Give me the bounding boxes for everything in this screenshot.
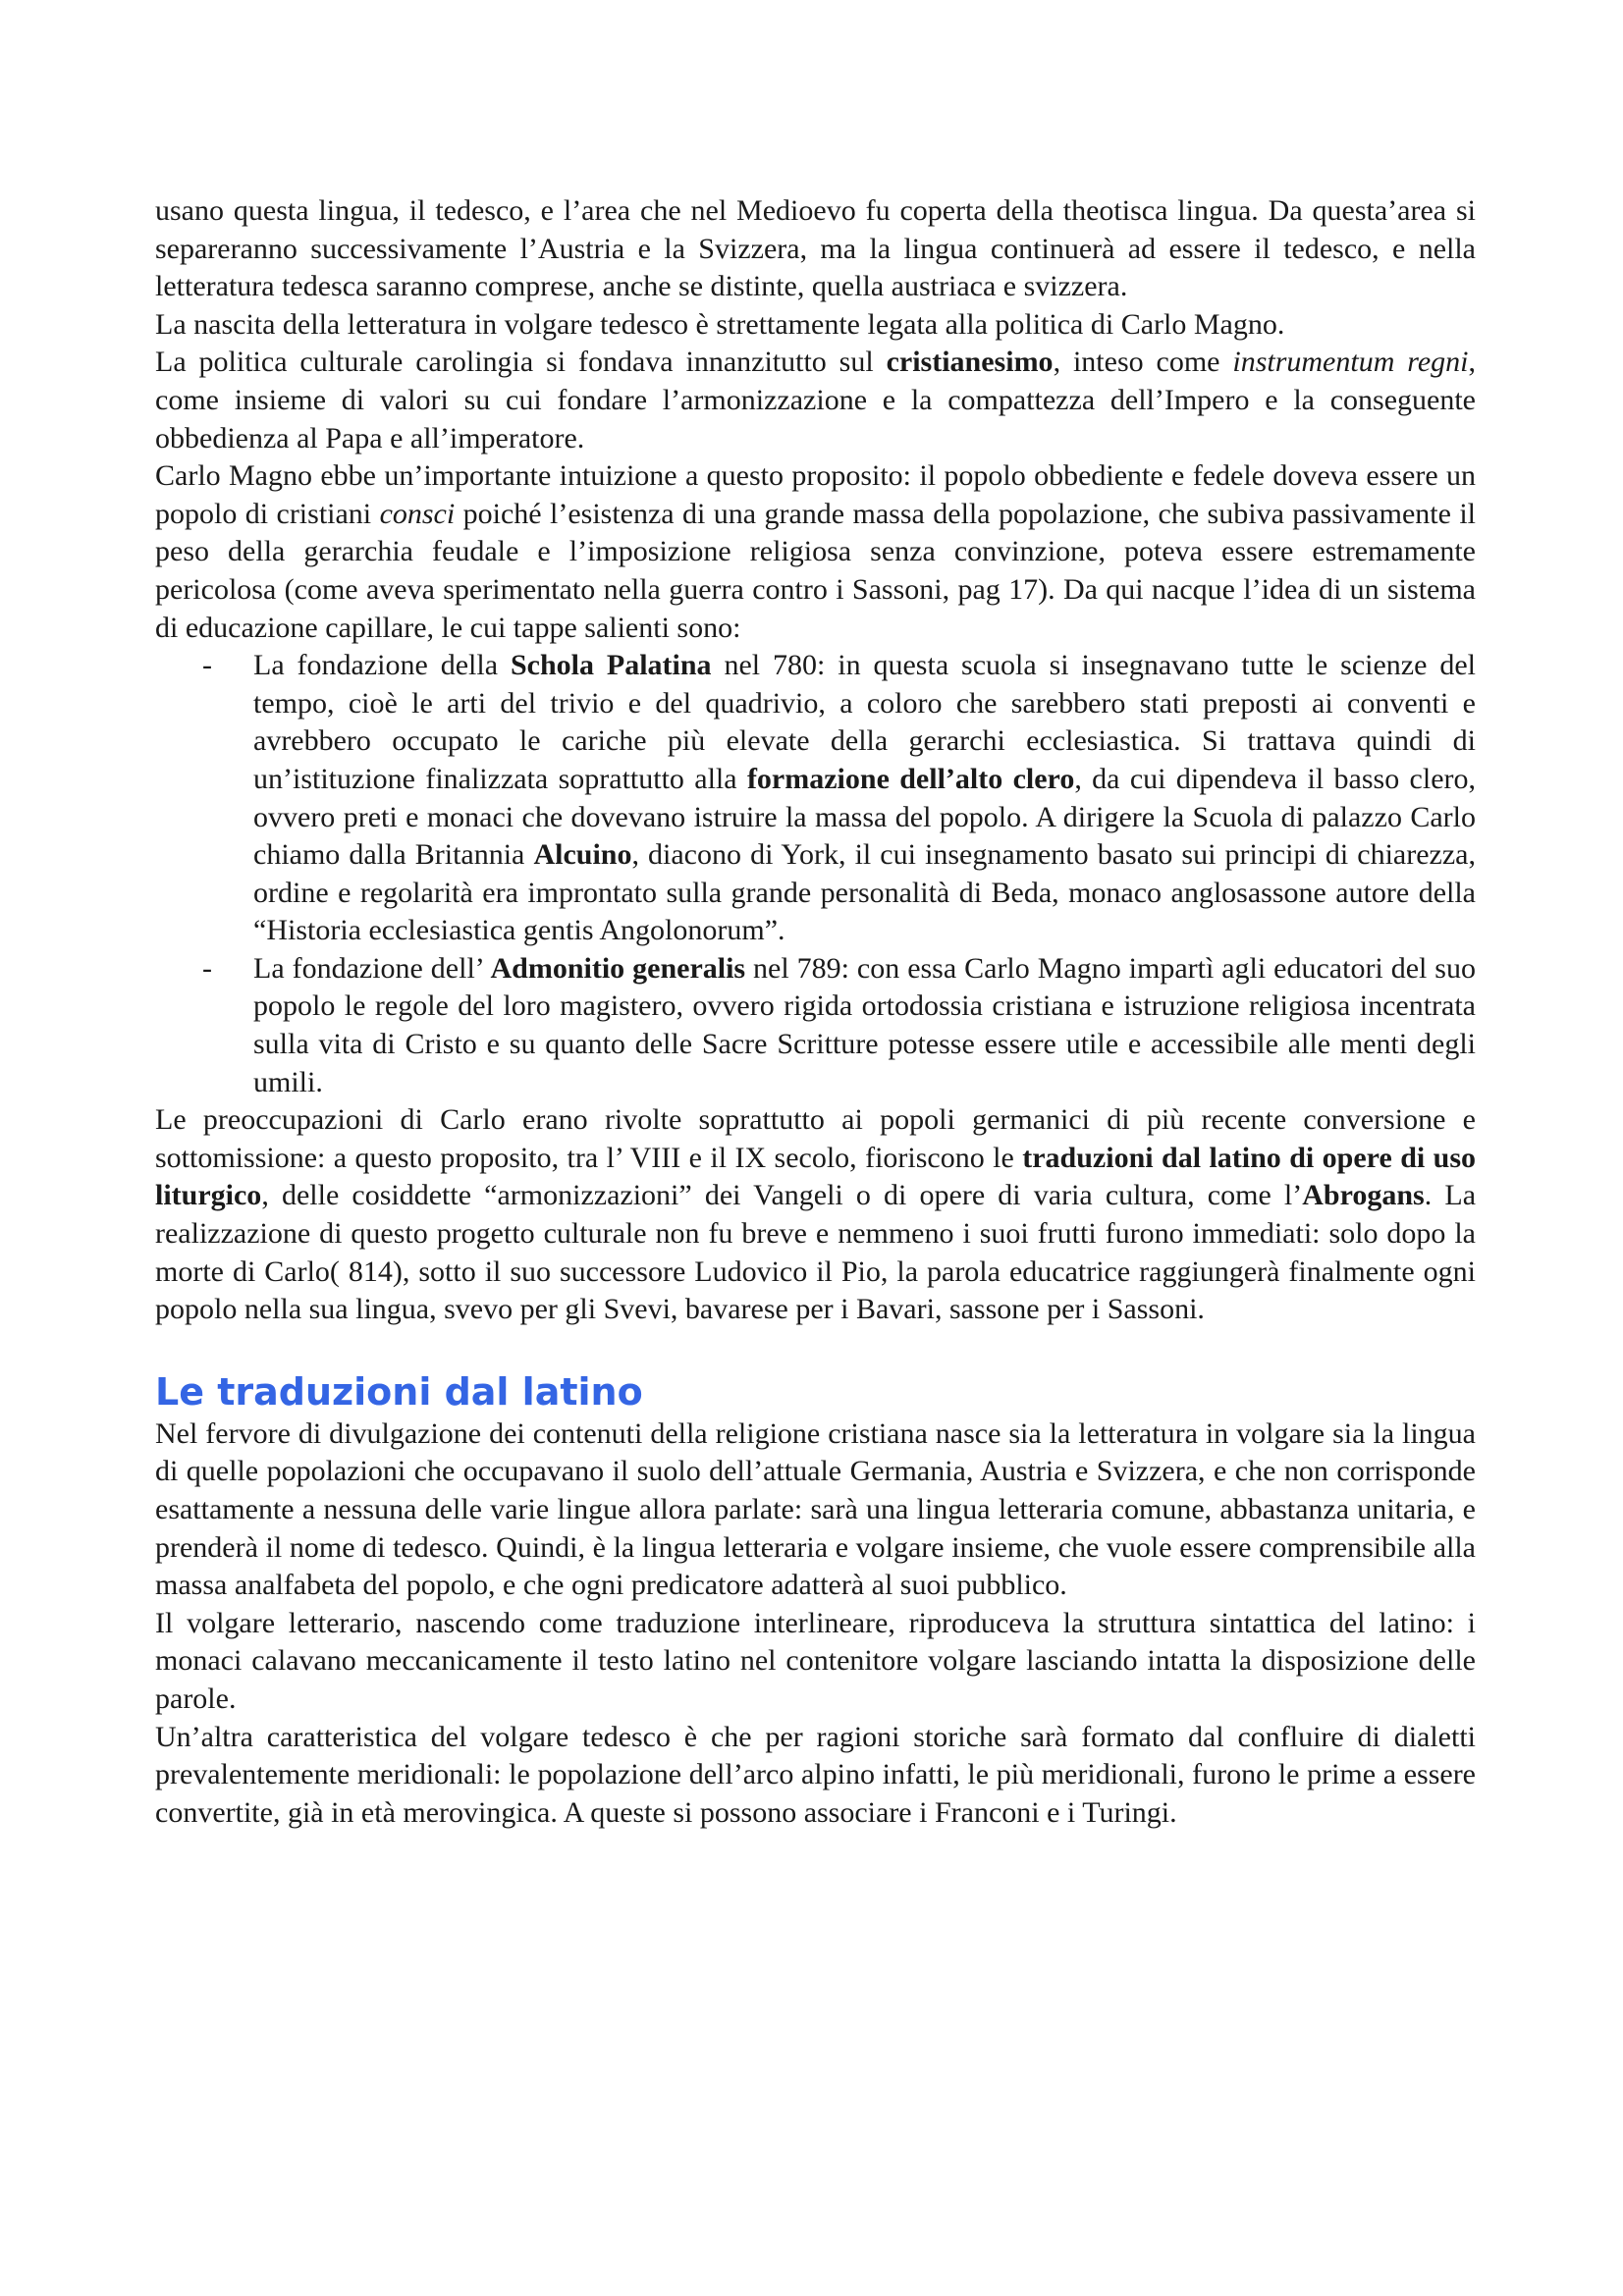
text-run: , inteso come	[1053, 346, 1233, 379]
bold-schola-palatina: Schola Palatina	[510, 649, 712, 682]
text-run: Le preoccupazioni di Carlo erano rivolte soprattutto ai popoli germanici di più recente conversione e sottomissione: a questo proposito, tra l’ VIII e il IX secolo, fioriscono le	[155, 1103, 1476, 1174]
text-run: La fondazione della	[253, 649, 511, 682]
bold-traduzioni-latino: traduzioni dal latino di opere di uso liturgico	[155, 1141, 1476, 1212]
text-run: nel 780: in questa scuola si insegnavano tutte le scienze del tempo, cioè le arti del trivio e del quadrivio, a coloro che sarebbero stati preposti ai conventi e avrebbero occupato le cariche più elevate della gerarchi ecclesiastica. Si trattava quindi di un’istituzione finalizzata soprattutto alla	[253, 649, 1476, 795]
list-item-schola-palatina	[253, 647, 1476, 950]
text-run: , da cui dipendeva il basso clero, ovvero preti e monaci che dovevano istruire la massa del popolo. A dirigere la Scuola di palazzo Carlo chiamo dalla Britannia	[253, 762, 1477, 872]
text-run: , come insieme di valori su cui fondare l’armonizzazione e la compattezza dell’Impero e la conseguente obbedienza al Papa e all’imperatore.	[155, 346, 1476, 454]
bold-abrogans: Abrogans	[1302, 1179, 1425, 1212]
paragraph-fervore: Nel fervore di divulgazione dei contenuti della religione cristiana nasce sia la letteratura in volgare sia la lingua di quelle popolazioni che occupavano il suolo dell’attuale Germania, Austria e Svizzera, e che non corrisponde esattamente a nessuna delle varie lingue allora parlate: sarà una lingua letteraria comune, abbastanza unitaria, e prenderà il nome di tedesco. Quindi, è la lingua letteraria e volgare insieme, che vuole essere comprensibile alla massa analfabeta del popolo, e che ogni predicatore adatterà al suoi pubblico.	[155, 1416, 1476, 1602]
paragraph-politica-culturale	[155, 344, 1476, 457]
paragraph-volgare-letterario: Il volgare letterario, nascendo come traduzione interlineare, riproduceva la struttura sintattica del latino: i monaci calavano meccanicamente il testo latino nel contenitore volgare lasciando intatta la disposizione delle parole.	[155, 1606, 1476, 1715]
text-run: , diacono di York, il cui insegnamento basato sui principi di chiarezza, ordine e regolarità era improntato sulla grande personalità di Beda, monaco anglosassone autore della “Historia ecclesiastica gentis Angolonorum”.	[253, 838, 1476, 947]
text-run: nel 789: con essa Carlo Magno impartì agli educatori del suo popolo le regole del loro magistero, ovvero rigida ortodossia cristiana e istruzione religiosa incentrata sulla vita di Cristo e su quanto delle Sacre Scritture potesse essere utile e accessibile alle menti degli umili.	[253, 951, 1476, 1098]
bold-cristianesimo: cristianesimo	[886, 346, 1054, 379]
italic-consci: consci	[379, 497, 456, 530]
text-run: . La realizzazione di questo progetto culturale non fu breve e nemmeno i suoi frutti furono immediati: solo dopo la morte di Carlo( 814), sotto il suo successore Ludovico il Pio, la parola educatrice raggiungerà finalmente ogni popolo nella sua lingua, svevo per gli Svevi, bavarese per i Bavari, sassone per i Sassoni.	[155, 1179, 1477, 1326]
document-page	[155, 192, 1476, 1832]
paragraph-theotisca: usano questa lingua, il tedesco, e l’area che nel Medioevo fu coperta della theotisca lingua. Da questa’area si separeranno successivamente l’Austria e la Svizzera, ma la lingua continuerà ad essere il tedesco, e nella letteratura tedesca saranno comprese, anche se distinte, quella austriaca e svizzera.	[155, 194, 1476, 303]
text-run: La fondazione dell’	[253, 951, 491, 985]
text-run: , delle cosiddette “armonizzazioni” dei Vangeli o di opere di varia cultura, come l’	[261, 1179, 1303, 1212]
paragraph-intuizione	[155, 457, 1476, 647]
list-item-admonitio-generalis	[253, 950, 1476, 1101]
italic-instrumentum-regni: instrumentum regni	[1232, 346, 1469, 379]
bold-alcuino: Alcuino	[533, 838, 632, 872]
text-run: Carlo Magno ebbe un’importante intuizione a questo proposito: il popolo obbediente e fedele doveva essere un popolo di cristiani	[155, 459, 1476, 530]
text-run: La politica culturale carolingia si fondava innanzitutto sul	[155, 346, 887, 379]
paragraph-caratteristica: Un’altra caratteristica del volgare tedesco è che per ragioni storiche sarà formato dal confluire di dialetti prevalentemente meridionali: le popolazione dell’arco alpino infatti, le più meridionali, furono le prime a essere convertite, già in età merovingica. A queste si possono associare i Franconi e i Turingi.	[155, 1720, 1476, 1829]
bold-formazione-alto-clero: formazione dell’alto clero	[746, 762, 1075, 795]
paragraph-preoccupazioni	[155, 1101, 1476, 1329]
text-run: poiché l’esistenza di una grande massa della popolazione, che subiva passivamente il peso della gerarchia feudale e l’imposizione religiosa senza convinzione, poteva essere estremamente pericolosa (come aveva sperimentato nella guerra contro i Sassoni, pag 17). Da qui nacque l’idea di un sistema di educazione capillare, le cui tappe salienti sono:	[155, 497, 1476, 644]
tappe-list	[155, 647, 1476, 1101]
paragraph-nascita-letteratura: La nascita della letteratura in volgare tedesco è strettamente legata alla politica di Carlo Magno.	[155, 307, 1285, 341]
bold-admonitio-generalis: Admonitio generalis	[490, 951, 746, 985]
section-heading: Le traduzioni dal latino	[155, 1369, 643, 1414]
